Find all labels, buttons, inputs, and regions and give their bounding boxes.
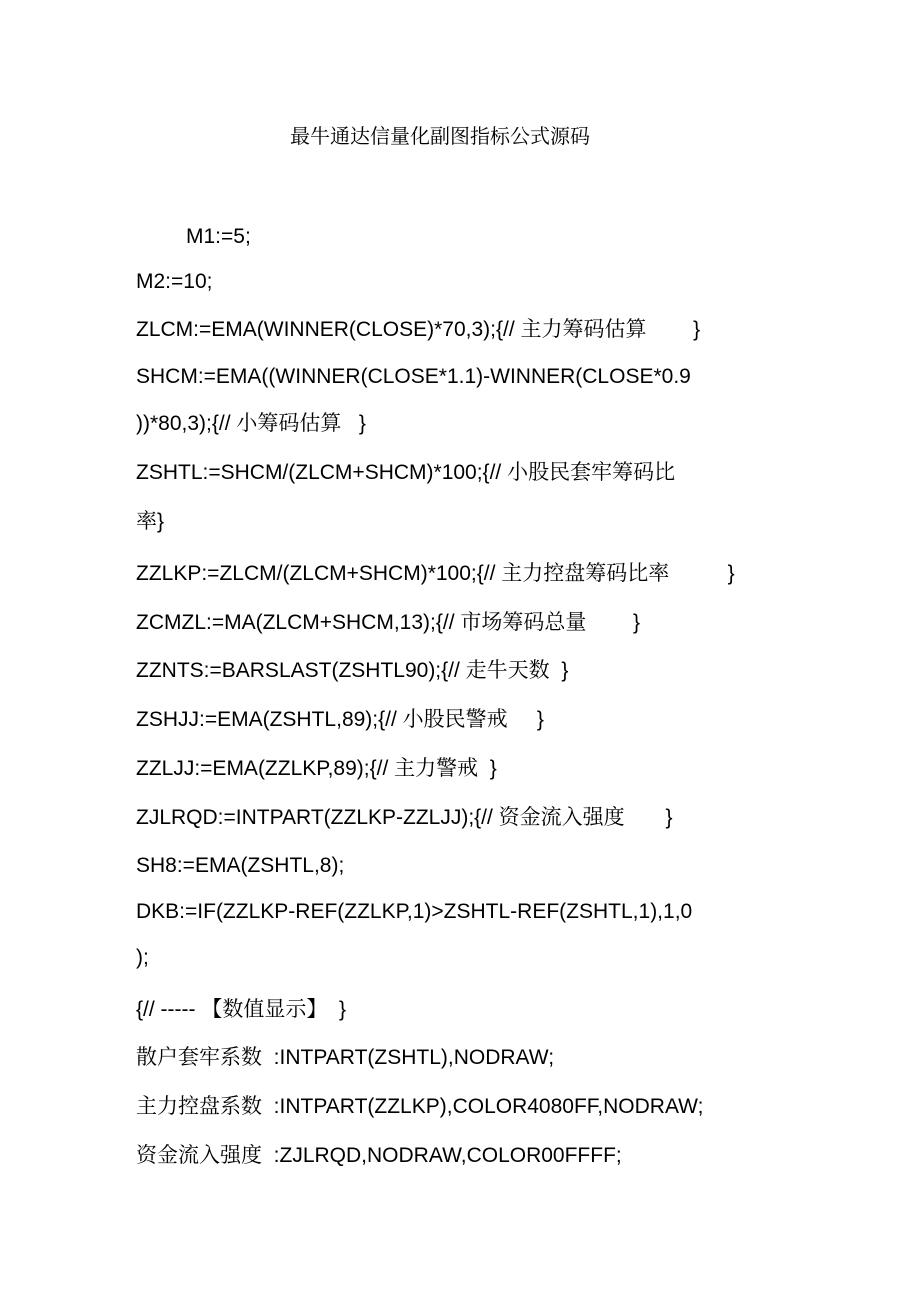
document-title: 最牛通达信量化副图指标公式源码	[290, 126, 590, 148]
code-line: ZSHTL:=SHCM/(ZLCM+SHCM)*100;{// 小股民套牢筹码比	[136, 461, 676, 484]
code-line: ZJLRQD:=INTPART(ZZLKP-ZZLJJ);{// 资金流入强度 }	[136, 806, 673, 829]
code-line: ZCMZL:=MA(ZLCM+SHCM,13);{// 市场筹码总量 }	[136, 611, 641, 634]
code-line: {// ----- 【数值显示】 }	[136, 998, 346, 1021]
code-line: SH8:=EMA(ZSHTL,8);	[136, 854, 345, 877]
code-line: 散户套牢系数 :INTPART(ZSHTL),NODRAW;	[136, 1046, 555, 1069]
code-line: ZZNTS:=BARSLAST(ZSHTL90);{// 走牛天数 }	[136, 659, 569, 682]
code-line: ZZLKP:=ZLCM/(ZLCM+SHCM)*100;{// 主力控盘筹码比率 }	[136, 562, 735, 585]
code-line: 率}	[136, 510, 165, 533]
code-line: ZSHJJ:=EMA(ZSHTL,89);{// 小股民警戒 }	[136, 708, 544, 731]
code-line: M1:=5;	[186, 225, 251, 248]
code-line: M2:=10;	[136, 270, 213, 293]
code-line: ZZLJJ:=EMA(ZZLKP,89);{// 主力警戒 }	[136, 757, 497, 780]
code-line: 资金流入强度 :ZJLRQD,NODRAW,COLOR00FFFF;	[136, 1144, 622, 1167]
code-line: 主力控盘系数 :INTPART(ZZLKP),COLOR4080FF,NODRAW;	[136, 1095, 704, 1118]
code-line: DKB:=IF(ZZLKP-REF(ZZLKP,1)>ZSHTL-REF(ZSHTL,1),1,0	[136, 900, 693, 923]
code-line: ZLCM:=EMA(WINNER(CLOSE)*70,3);{// 主力筹码估算 }	[136, 318, 701, 341]
code-line: ))*80,3);{// 小筹码估算 }	[136, 412, 366, 435]
code-line: SHCM:=EMA((WINNER(CLOSE*1.1)-WINNER(CLOSE*0.9	[136, 365, 691, 388]
code-line: );	[136, 946, 149, 969]
